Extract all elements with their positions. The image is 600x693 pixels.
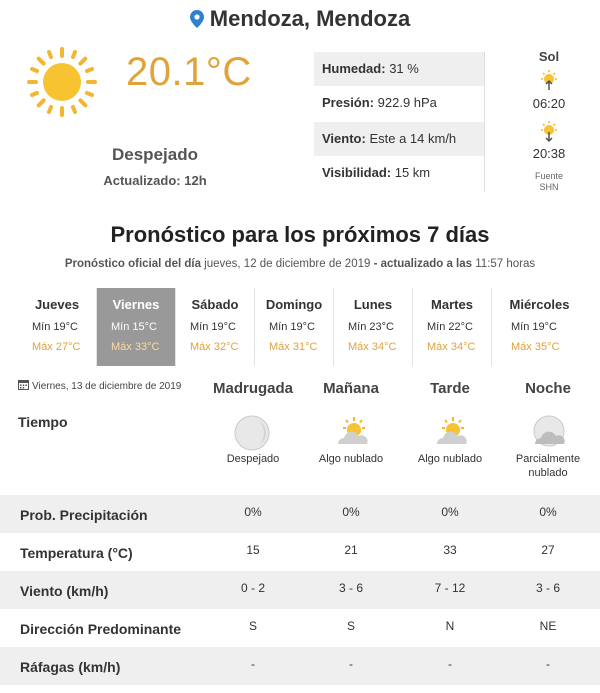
sun-cloud-icon xyxy=(332,414,372,457)
table-row: Temperatura (°C) 15 21 33 27 xyxy=(20,543,555,561)
table-row: Viento (km/h) 0 - 2 3 - 6 7 - 12 3 - 6 xyxy=(0,571,600,609)
sunrise-icon xyxy=(538,69,560,96)
period-tarde: Tarde xyxy=(430,380,470,397)
divider xyxy=(484,52,485,192)
humidity-stat: Humedad: 31 % xyxy=(314,52,484,86)
table-row: Dirección Predominante S S N NE xyxy=(20,619,557,637)
current-temperature: 20.1°C xyxy=(126,50,252,94)
weather-label-manana: Algo nublado xyxy=(318,453,384,465)
table-row: Prob. Precipitación 0% 0% 0% 0% xyxy=(0,495,600,533)
location-pin-icon xyxy=(190,8,204,34)
city-name: Mendoza, Mendoza xyxy=(209,6,411,31)
day-tab-lunes[interactable]: Lunes Mín 23°C Máx 34°C xyxy=(334,288,413,366)
pressure-stat: Presión: 922.9 hPa xyxy=(322,95,437,110)
day-tab-miercoles[interactable]: Miércoles Mín 19°C Máx 35°C xyxy=(509,297,570,353)
calendar-icon xyxy=(18,379,29,393)
weather-label-madrugada: Despejado xyxy=(226,453,280,465)
forecast-subtitle: Pronóstico oficial del día jueves, 12 de diciembre de 2019 - actualizado a las 11:57 horas xyxy=(64,258,536,270)
weather-label-noche: Parcialmente nublado xyxy=(515,453,581,479)
period-noche: Noche xyxy=(525,380,571,397)
day-tab-martes[interactable]: Martes Mín 22°C Máx 34°C xyxy=(413,288,492,366)
city-title xyxy=(0,6,600,34)
moon-cloud-icon xyxy=(529,414,569,457)
visibility-stat: Visibilidad: 15 km xyxy=(322,165,431,180)
wind-stat: Viento: Este a 14 km/h xyxy=(314,122,484,156)
updated-time: Actualizado: 12h xyxy=(103,173,207,188)
sunrise-time: 06:20 xyxy=(532,96,566,111)
sun-icon xyxy=(26,46,98,123)
table-row: Ráfagas (km/h) - - - - xyxy=(0,647,600,685)
day-tab-jueves[interactable]: Jueves Mín 19°C Máx 27°C xyxy=(18,288,97,366)
source-note: Fuente SHN xyxy=(534,171,564,192)
sun-title: Sol xyxy=(538,49,560,64)
day-tab-sabado[interactable]: Sábado Mín 19°C Máx 32°C xyxy=(176,288,255,366)
forecast-title: Pronóstico para los próximos 7 días xyxy=(110,222,490,247)
period-manana: Mañana xyxy=(323,380,379,397)
moon-clear-icon xyxy=(233,414,271,457)
sunset-icon xyxy=(538,120,560,147)
current-condition: Despejado xyxy=(112,145,198,164)
period-madrugada: Madrugada xyxy=(212,380,293,397)
selected-date: Viernes, 13 de diciembre de 2019 xyxy=(18,379,181,393)
weather-label-tarde: Algo nublado xyxy=(417,453,483,465)
day-tab-domingo[interactable]: Domingo Mín 19°C Máx 31°C xyxy=(255,288,334,366)
day-tab-viernes[interactable]: Viernes Mín 15°C Máx 33°C xyxy=(97,288,176,366)
tiempo-label: Tiempo xyxy=(18,414,68,430)
sunset-time: 20:38 xyxy=(532,146,566,161)
sun-cloud-icon xyxy=(431,414,471,457)
